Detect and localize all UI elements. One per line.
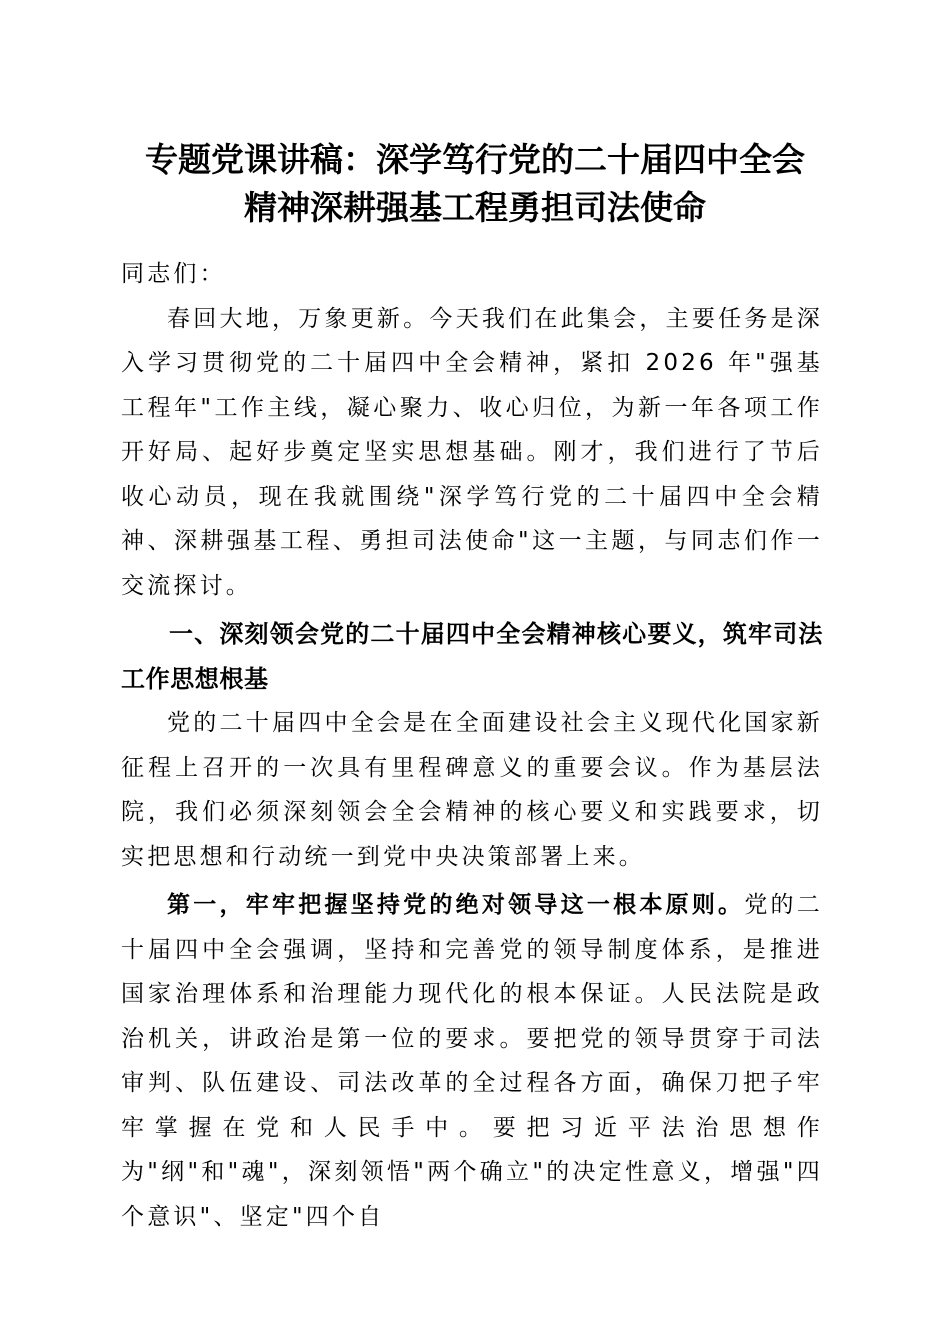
- point-1-lead-sentence: 第一，牢牢把握坚持党的绝对领导这一根本原则。: [167, 892, 745, 918]
- point-1-paragraph: [121, 883, 823, 1239]
- document-title: [100, 136, 850, 232]
- section-1-intro-paragraph: 党的二十届四中全会是在全面建设社会主义现代化国家新征程上召开的一次具有里程碑意义的重要会议。作为基层法院，我们必须深刻领会全会精神的核心要义和实践要求，切实把思想和行动统一到党中央决策部署上来。: [121, 710, 823, 870]
- title-line-2: 精神深耕强基工程勇担司法使命: [244, 188, 706, 227]
- section-heading-1: 一、深刻领会党的二十届四中全会精神核心要义，筑牢司法工作思想根基: [121, 620, 823, 693]
- point-1-body-text: 党的二十届四中全会强调，坚持和完善党的领导制度体系，是推进国家治理体系和治理能力现代化的根本保证。人民法院是政治机关，讲政治是第一位的要求。要把党的领导贯穿于司法审判、队伍建设、司法改革的全过程各方面，确保刀把子牢牢掌握在党和人民手中。要把习近平法治思想作为"纲"和"魂"，深刻领悟"两个确立"的决定性意义，增强"四个意识"、坚定"四个自: [121, 892, 823, 1230]
- title-line-1: 专题党课讲稿：深学笃行党的二十届四中全会: [145, 140, 805, 179]
- salutation: 同志们：: [121, 261, 226, 287]
- document-body: [121, 252, 823, 1239]
- opening-paragraph: 春回大地，万象更新。今天我们在此集会，主要任务是深入学习贯彻党的二十届四中全会精神，紧扣 2026 年"强基工程年"工作主线，凝心聚力、收心归位，为新一年各项工作开好局、起好步奠定坚实思想基础。刚才，我们进行了节后收心动员，现在我就围绕"深学笃行党的二十届四中全会精神、深耕强基工程、勇担司法使命"这一主题，与同志们作一交流探讨。: [121, 305, 823, 599]
